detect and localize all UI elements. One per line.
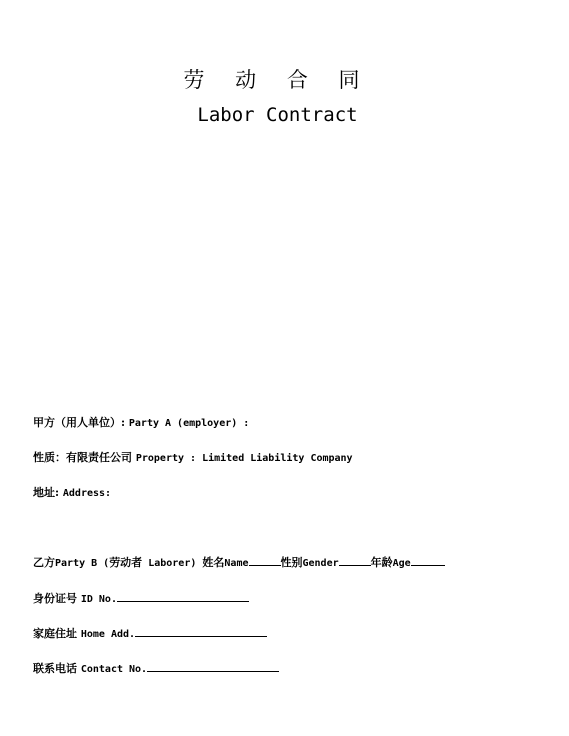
home-address-label-en: Home Add. [80, 629, 136, 640]
contact-blank[interactable] [147, 661, 279, 672]
name-label-en: Name [224, 558, 249, 569]
party-b-field [33, 554, 445, 570]
property-label-en: Property : Limited Liability Company [135, 453, 353, 464]
name-blank[interactable] [249, 555, 281, 566]
id-field [33, 590, 249, 606]
name-label: 姓名 [202, 556, 225, 569]
party-a-label-en: Party A (employer) : [128, 418, 250, 429]
address-field [33, 484, 111, 500]
property-label: 性质：有限责任公司 [33, 451, 136, 464]
id-label: 身份证号 [33, 592, 81, 605]
party-b-en2: Laborer) [142, 558, 203, 569]
contact-label: 联系电话 [33, 662, 81, 675]
gender-blank[interactable] [339, 555, 371, 566]
title-chinese: 劳 动 合 同 [183, 68, 372, 92]
age-label: 年龄 [370, 556, 393, 569]
party-b-cn1: 劳动者 [109, 556, 143, 569]
contact-label-en: Contact No. [80, 664, 148, 675]
title-english: Labor Contract [197, 104, 358, 126]
gender-label-en: Gender [302, 558, 339, 569]
age-blank[interactable] [411, 555, 445, 566]
age-label-en: Age [392, 558, 411, 569]
party-b-en1: Party B ( [55, 558, 110, 569]
property-field [33, 449, 353, 465]
address-label: 地址: [33, 486, 63, 499]
party-b-prefix: 乙方 [33, 556, 55, 569]
id-label-en: ID No. [80, 594, 117, 605]
gender-label: 性别 [280, 556, 303, 569]
contact-field [33, 660, 279, 676]
party-a-label: 甲方（用人单位）: [33, 416, 129, 429]
party-a-field [33, 414, 249, 430]
id-blank[interactable] [117, 591, 249, 602]
address-label-en: Address: [62, 488, 112, 499]
home-address-field [33, 625, 267, 641]
home-address-blank[interactable] [135, 626, 267, 637]
home-address-label: 家庭住址 [33, 627, 81, 640]
